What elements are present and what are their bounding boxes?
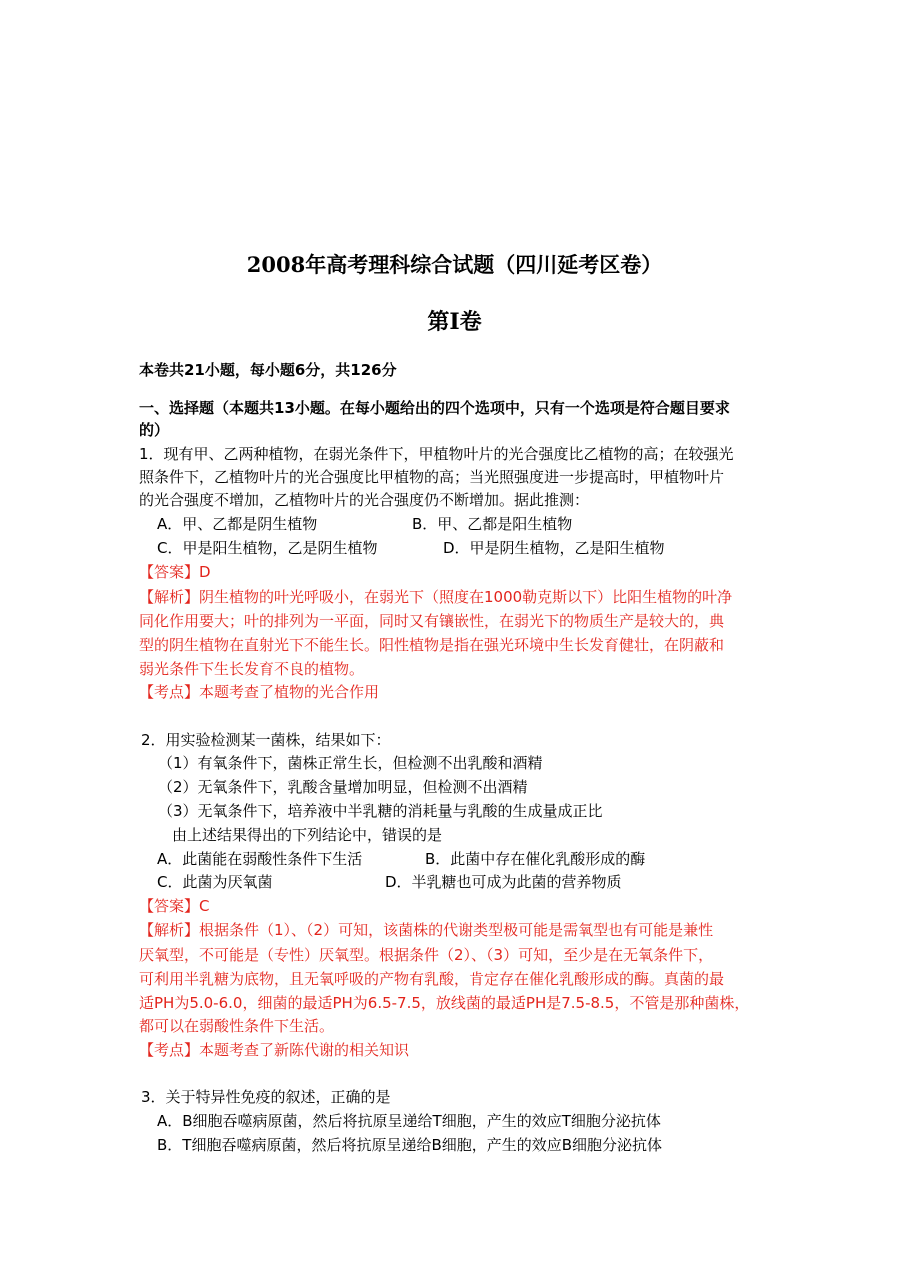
q3-stem: 3．关于特异性免疫的叙述，正确的是	[141, 1088, 391, 1106]
q1-knowledge-point: 【考点】本题考查了植物的光合作用	[139, 683, 380, 701]
q2-stem: 2．用实验检测某一菌株，结果如下：	[141, 731, 391, 749]
q2-answer: 【答案】C	[139, 897, 210, 915]
q1-option-c: C．甲是阳生植物，乙是阴生植物	[157, 539, 378, 557]
q1-analysis-line1: 【解析】阴生植物的叶光呼吸小，在弱光下（照度在1000勒克斯以下）比阳生植物的叶净	[139, 588, 733, 606]
q1-analysis-line3: 型的阴生植物在直射光下不能生长。阳性植物是指在强光环境中生长发育健壮，在阴蔽和	[139, 636, 725, 654]
q1-option-a: A．甲、乙都是阴生植物	[157, 515, 318, 533]
q2-analysis-line3: 可利用半乳糖为底物，且无氧呼吸的产物有乳酸，肯定存在催化乳酸形成的酶。真菌的最	[139, 970, 725, 988]
q1-answer: 【答案】D	[139, 563, 211, 581]
q1-stem-line2: 照条件下，乙植物叶片的光合强度比甲植物的高；当光照强度进一步提高时，甲植物叶片	[139, 468, 725, 486]
q1-option-d: D．甲是阴生植物，乙是阳生植物	[443, 539, 665, 557]
q2-condition-2: （2）无氧条件下，乳酸含量增加明显，但检测不出酒精	[158, 778, 528, 796]
q2-option-b: B．此菌中存在催化乳酸形成的酶	[425, 850, 646, 868]
section-heading: 一、选择题（本题共13小题。在每小题给出的四个选项中，只有一个选项是符合题目要求	[139, 399, 730, 417]
q1-stem-line3: 的光合强度不增加，乙植物叶片的光合强度仍不断增加。据此推测：	[139, 491, 590, 509]
volume-title: 第I卷	[427, 309, 482, 335]
q3-option-b: B．T细胞吞噬病原菌，然后将抗原呈递给B细胞，产生的效应B细胞分泌抗体	[157, 1136, 663, 1154]
q2-option-a: A．此菌能在弱酸性条件下生活	[157, 850, 363, 868]
q2-option-c: C．此菌为厌氧菌	[157, 873, 273, 891]
q3-option-a: A．B细胞吞噬病原菌，然后将抗原呈递给T细胞，产生的效应T细胞分泌抗体	[157, 1112, 661, 1130]
paper-summary: 本卷共21小题，每小题6分，共126分	[139, 361, 397, 379]
section-heading-cont: 的）	[139, 421, 170, 439]
q2-analysis-line2: 厌氧型，不可能是（专性）厌氧型。根据条件（2）、（3）可知，至少是在无氧条件下，	[139, 946, 714, 964]
q1-analysis-line4: 弱光条件下生长发育不良的植物。	[139, 660, 365, 678]
q2-analysis-line5: 都可以在弱酸性条件下生活。	[139, 1017, 335, 1035]
q1-stem-line1: 1．现有甲、乙两种植物，在弱光条件下，甲植物叶片的光合强度比乙植物的高；在较强光	[139, 445, 734, 463]
document-title: 2008年高考理科综合试题（四川延考区卷）	[246, 252, 663, 277]
q2-analysis-line1: 【解析】根据条件（1）、（2）可知，该菌株的代谢类型极可能是需氧型也有可能是兼性	[139, 921, 714, 939]
q1-option-b: B．甲、乙都是阳生植物	[412, 515, 573, 533]
q2-condition-3: （3）无氧条件下，培养液中半乳糖的消耗量与乳酸的生成量成正比	[158, 802, 603, 820]
q1-analysis-line2: 同化作用要大；叶的排列为一平面，同时又有镶嵌性，在弱光下的物质生产是较大的，典	[139, 612, 725, 630]
q2-analysis-line4: 适PH为5.0-6.0，细菌的最适PH为6.5-7.5，放线菌的最适PH是7.5-8.5，不管是那种菌株，	[139, 994, 750, 1012]
q2-lead: 由上述结果得出的下列结论中，错误的是	[172, 826, 443, 844]
q2-option-d: D．半乳糖也可成为此菌的营养物质	[385, 873, 622, 891]
q2-condition-1: （1）有氧条件下，菌株正常生长，但检测不出乳酸和酒精	[158, 754, 543, 772]
q2-knowledge-point: 【考点】本题考查了新陈代谢的相关知识	[139, 1041, 410, 1059]
